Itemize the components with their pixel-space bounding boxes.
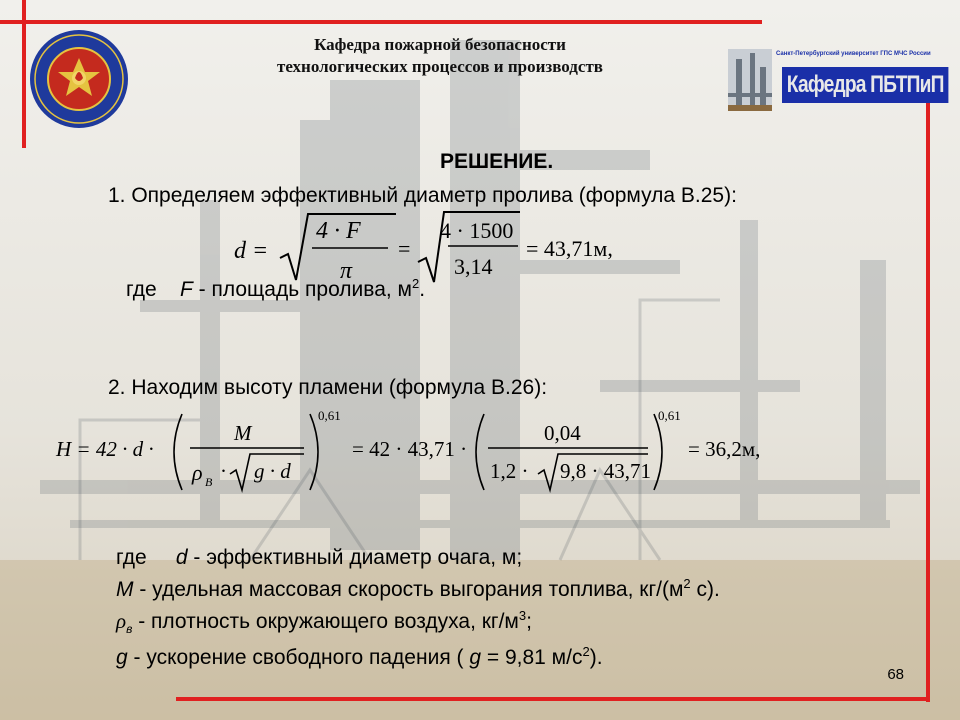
- formula2-denominator-2: 1,2 ·: [490, 459, 529, 483]
- def-d-var: d: [175, 546, 188, 569]
- frame-right-line: [926, 82, 930, 702]
- formula1-numerator-2: 4 · 1500: [440, 218, 514, 243]
- where-F-definition: [126, 276, 425, 302]
- def-rho-var: ρ: [116, 609, 127, 633]
- formula1-denominator: π: [340, 258, 353, 284]
- frame-bottom-line: [176, 697, 930, 701]
- def-M-var: M: [116, 578, 134, 601]
- formula1-result: = 43,71м,: [526, 236, 613, 261]
- formula2-exponent: 0,61: [318, 408, 341, 423]
- refinery-thumbnail-icon: [728, 49, 772, 111]
- formula2-lhs: H = 42 · d ·: [56, 437, 154, 461]
- formula2-numerator: M: [234, 421, 252, 445]
- where-label: где: [126, 278, 157, 301]
- formula2-rho: ρ: [192, 460, 203, 485]
- formula2-dot: ·: [220, 459, 227, 483]
- where-F-sup: 2: [411, 276, 420, 291]
- formula2-sqrt-arg-2: 9,8 · 43,71: [560, 459, 651, 483]
- formula2-rho-sub: В: [205, 475, 213, 489]
- university-emblem-icon: [28, 28, 130, 130]
- header-line-1: Кафедра пожарной безопасности: [314, 35, 566, 54]
- def-M-end: с).: [690, 578, 720, 601]
- definition-M: [116, 576, 720, 602]
- solution-title: РЕШЕНИЕ.: [440, 150, 554, 173]
- page-number: 68: [887, 666, 904, 683]
- def-d-where: где: [116, 546, 147, 569]
- header-line-2: технологических процессов и производств: [277, 57, 603, 76]
- department-header: [230, 34, 650, 78]
- def-g-var: g: [116, 646, 128, 669]
- def-d-text: - эффективный диаметр очага, м;: [187, 546, 523, 569]
- def-g-end: ).: [589, 646, 603, 669]
- def-rho-sup: 3: [518, 608, 527, 623]
- def-rho-sub: в: [126, 622, 133, 637]
- department-logo: [728, 47, 944, 113]
- formula2-numerator-2: 0,04: [544, 421, 581, 445]
- def-rho-end: ;: [526, 610, 532, 633]
- def-g-sup: 2: [582, 644, 590, 659]
- def-M-sup: 2: [683, 576, 691, 591]
- formula-flame-height: [54, 404, 794, 500]
- formula1-lhs: d =: [234, 238, 269, 264]
- formula1-equals: =: [398, 236, 411, 261]
- definition-d: [116, 546, 522, 570]
- frame-top-line: [0, 20, 762, 24]
- frame-left-line: [22, 0, 26, 148]
- logo-brand-text: Кафедра ПБТПиП: [782, 67, 948, 103]
- formula2-exponent-2: 0,61: [658, 408, 681, 423]
- def-rho-text: - плотность окружающего воздуха, кг/м: [132, 610, 519, 633]
- formula1-numerator: 4 · F: [316, 218, 361, 244]
- definition-g: [116, 644, 603, 670]
- var-F: F: [180, 278, 193, 301]
- logo-top-text: Санкт-Петербургский университет ГПС МЧС России: [776, 51, 931, 57]
- def-M-text: - удельная массовая скорость выгорания топлива, кг/(м: [133, 578, 684, 601]
- def-g-text-2: = 9,81 м/с: [481, 646, 583, 669]
- step-1-text: 1. Определяем эффективный диаметр пролива (формула В.25):: [108, 184, 737, 207]
- step-2-text: 2. Находим высоту пламени (формула В.26):: [108, 376, 548, 399]
- def-g-var-2: g: [469, 646, 482, 669]
- where-F-text: - площадь пролива, м: [192, 278, 412, 301]
- def-g-text: - ускорение свободного падения (: [127, 646, 470, 669]
- formula2-middle: = 42 · 43,71 ·: [352, 437, 468, 461]
- definition-rho: [116, 608, 532, 636]
- formula2-result: = 36,2м,: [688, 437, 761, 461]
- formula1-denominator-2: 3,14: [454, 254, 493, 279]
- where-F-end: .: [419, 278, 426, 301]
- formula2-sqrt-arg: g · d: [254, 459, 291, 483]
